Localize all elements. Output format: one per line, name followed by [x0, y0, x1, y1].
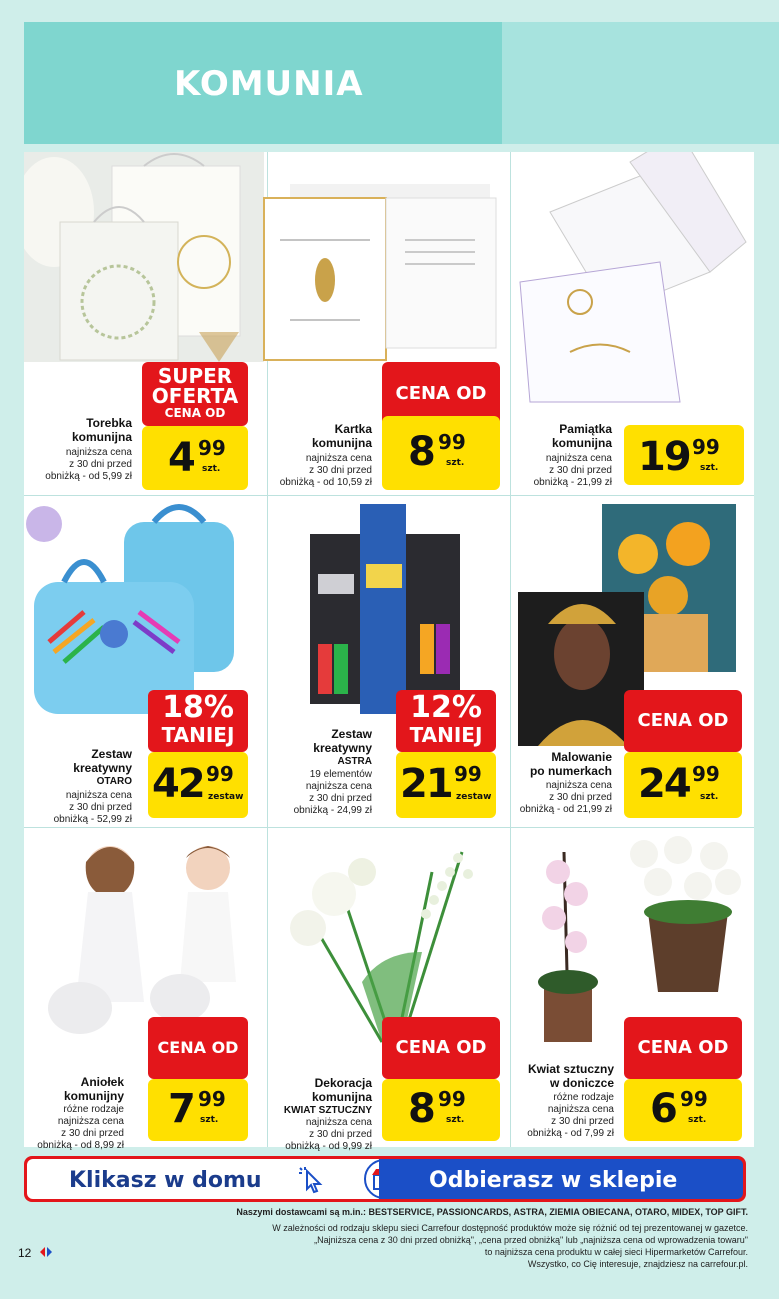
price-from-badge: CENA OD: [624, 1017, 742, 1079]
suppliers-note: Naszymi dostawcami są m.in.: BESTSERVICE, PASSIONCARDS, ASTRA, ZIEMIA OBIECANA, OTARO, MIDEX, TOP GIFT.: [236, 1207, 748, 1217]
disclaimer: W zależności od rodzaju sklepu sieci Carrefour dostępność produktów może się różnić od tej prezentowanej w gazetce. „Najniższa cena z 30 dni przed obniżką", „cena przed obniżką" lub „najniższa cena od wprowadzenia towaru" to najniższa cena produktu w całej sieci Hipermarketów Carrefour. Wszystko, co Cię interesuje, znajdziesz na carrefour.pl.: [272, 1223, 748, 1269]
header-decoration: [502, 22, 779, 144]
price-tag: 7 99 szt.: [148, 1079, 248, 1141]
price-tag: 42 99 zestaw: [148, 752, 248, 818]
banner-left-panel: [27, 1159, 379, 1199]
super-offer-badge: SUPER OFERTA CENA OD: [142, 362, 248, 426]
product-image-card: [250, 180, 500, 370]
lowest-price-note: najniższa cena z 30 dni przed obniżką - od 10,59 zł: [279, 453, 372, 488]
product-grid: [24, 152, 754, 1152]
product-image-angel-figurines: [40, 832, 260, 1042]
banner-right-text: Odbierasz w sklepie: [429, 1168, 678, 1193]
product-name: Kartka komunijna: [311, 422, 372, 450]
discount-badge: 12% TANIEJ: [396, 690, 496, 752]
lowest-price-note: różne rodzaje najniższa cena z 30 dni przed obniżką - od 8,99 zł: [37, 1104, 124, 1151]
product-name: Malowanie po numerkach: [529, 750, 612, 778]
carrefour-logo-icon: [39, 1246, 53, 1261]
product-name: Pamiątka komunijna: [551, 422, 612, 450]
product-name: Aniołek komunijny: [63, 1075, 124, 1103]
click-and-collect-banner[interactable]: [24, 1156, 746, 1202]
lowest-price-note: najniższa cena z 30 dni przed obniżką - od 9,99 zł: [285, 1117, 372, 1152]
price-from-badge: CENA OD: [382, 362, 500, 426]
lowest-price-note: najniższa cena z 30 dni przed obniżką - 21,99 zł: [533, 453, 612, 488]
page-number: 12: [18, 1246, 53, 1261]
price-from-badge: CENA OD: [624, 690, 742, 752]
product-name: Zestaw kreatywny OTARO: [73, 747, 132, 787]
product-name: Kwiat sztuczny w doniczce: [527, 1062, 614, 1090]
lowest-price-note: najniższa cena z 30 dni przed obniżką - 52,99 zł: [53, 790, 132, 825]
lowest-price-note: najniższa cena z 30 dni przed obniżką - od 5,99 zł: [45, 447, 132, 482]
product-image-keepsake: [510, 152, 754, 414]
lowest-price-note: 19 elementów najniższa cena z 30 dni przed obniżką - 24,99 zł: [293, 769, 372, 816]
price-from-badge: CENA OD: [148, 1017, 248, 1079]
price-tag: 19 99 szt.: [624, 425, 744, 485]
product-name: Torebka komunijna: [71, 416, 132, 444]
lowest-price-note: najniższa cena z 30 dni przed obniżką - od 21,99 zł: [519, 780, 612, 815]
product-name: Zestaw kreatywny ASTRA: [313, 727, 372, 767]
price-tag: 8 99 szt.: [382, 416, 500, 490]
price-tag: 6 99 szt.: [624, 1079, 742, 1141]
discount-badge: 18% TANIEJ: [148, 690, 248, 752]
divider: [24, 827, 754, 828]
product-image-gift-bag: [24, 152, 264, 362]
price-tag: 21 99 zestaw: [396, 752, 496, 818]
banner-right-panel: [379, 1159, 743, 1199]
product-name: Dekoracja komunijna KWIAT SZTUCZNY: [283, 1076, 372, 1116]
price-tag: 8 99 szt.: [382, 1079, 500, 1141]
divider: [24, 495, 754, 496]
price-tag: 4 99 szt.: [142, 426, 248, 490]
product-image-creative-set: [24, 502, 267, 722]
page-title: KOMUNIA: [174, 64, 364, 104]
price-from-badge: CENA OD: [382, 1017, 500, 1079]
cursor-click-icon: [297, 1165, 327, 1200]
banner-left-text: Klikasz w domu: [69, 1168, 262, 1193]
lowest-price-note: różne rodzaje najniższa cena z 30 dni przed obniżką - od 7,99 zł: [527, 1092, 614, 1139]
price-tag: 24 99 szt.: [624, 752, 742, 818]
